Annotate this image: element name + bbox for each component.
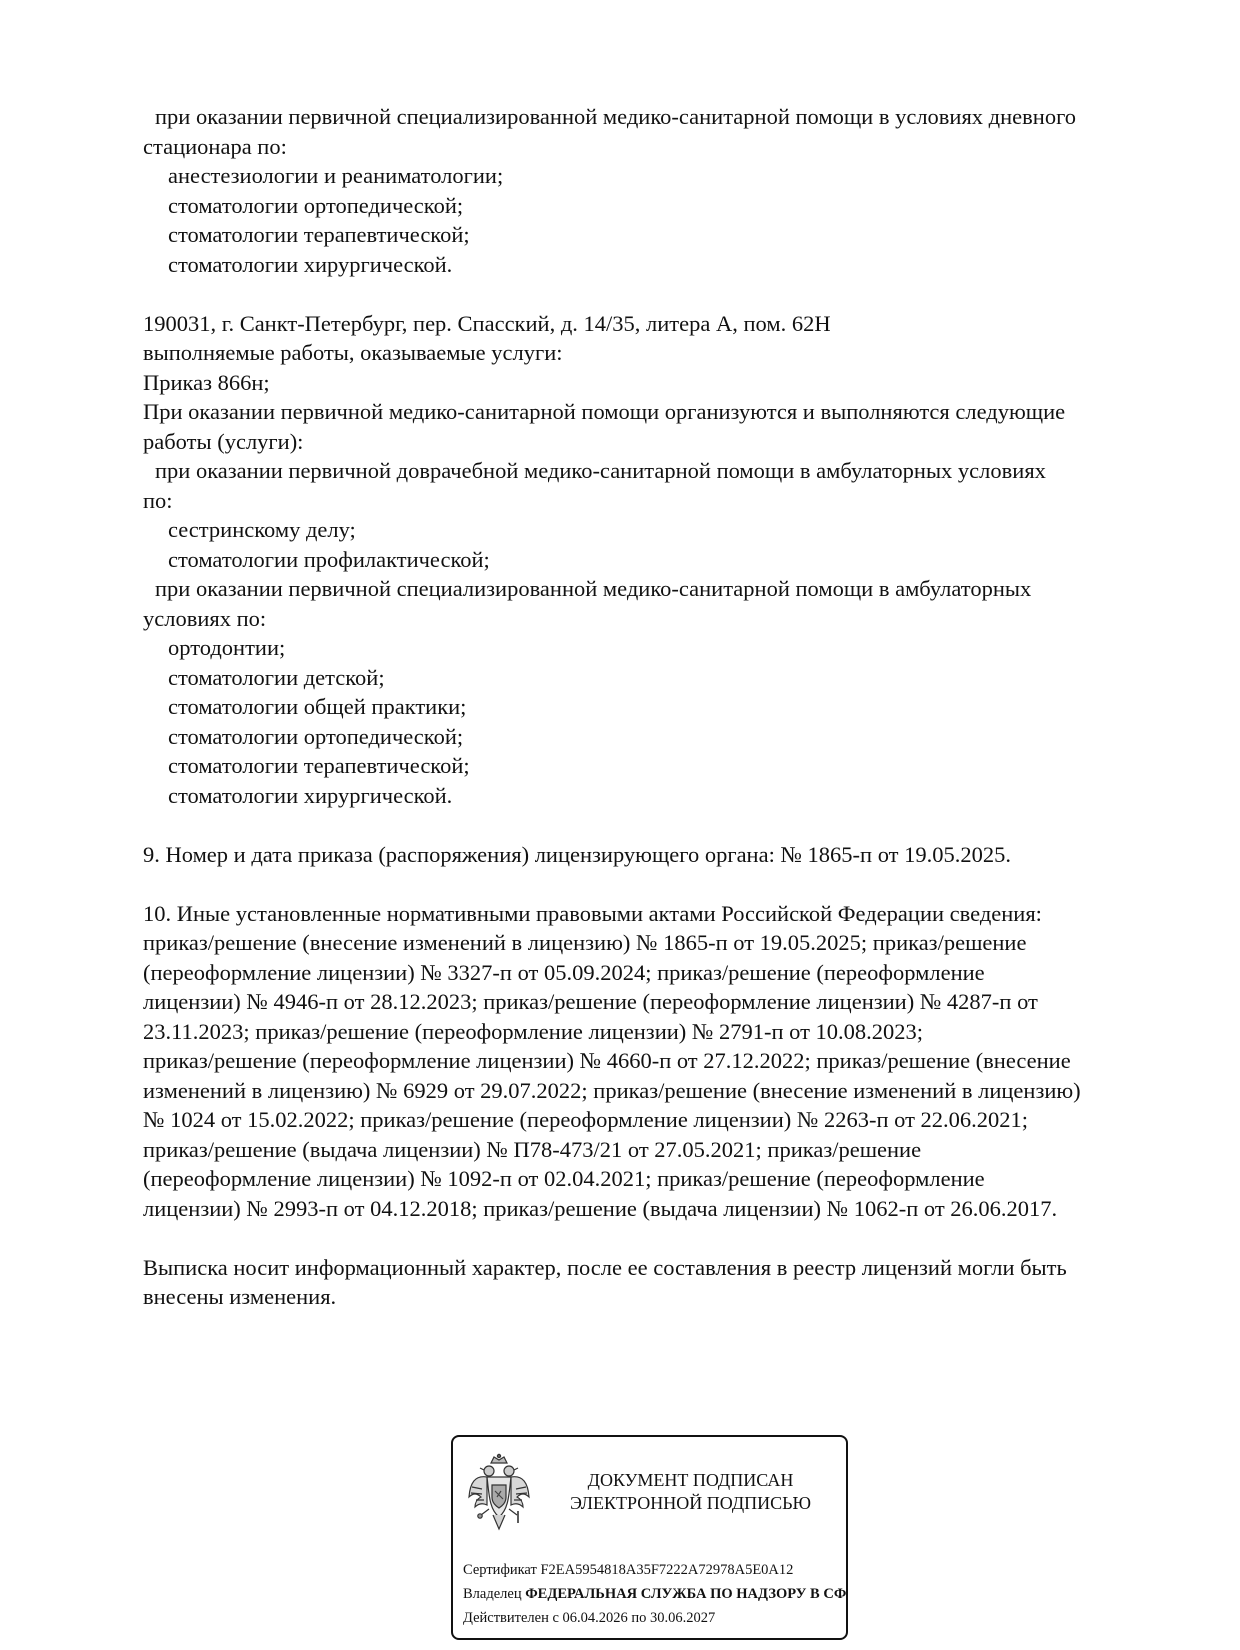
text-line: анестезиологии и реаниматологии; <box>168 163 504 188</box>
text-line: условиях по: <box>143 605 267 631</box>
text-line: внесены изменения. <box>143 1284 337 1309</box>
text-line: При оказании первичной медико-санитарной помощи организуются и выполняются следующие <box>143 399 1066 424</box>
text-line: стоматологии ортопедической; <box>168 723 464 749</box>
text-line: при оказании первичной специализированной медико-санитарной помощи в амбулаторных <box>155 576 1032 601</box>
text-line: приказ/решение (переоформление лицензии) № 4660-п от 27.12.2022; приказ/решение (внесение <box>143 1048 1071 1073</box>
text-line: 23.11.2023; приказ/решение (переоформление лицензии) № 2791-п от 10.08.2023; <box>143 1018 924 1044</box>
text-line: № 1024 от 15.02.2022; приказ/решение (переоформление лицензии) № 2263-п от 22.06.2021; <box>143 1107 1029 1132</box>
text-line: 10. Иные установленные нормативными правовыми актами Российской Федерации сведения: <box>143 900 1042 926</box>
text-line: стоматологии ортопедической; <box>168 192 464 218</box>
text-line: Выписка носит информационный характер, после ее составления в реестр лицензий могли быть <box>143 1254 1067 1280</box>
certificate-row <box>463 1561 793 1579</box>
text-line: при оказании первичной специализированной медико-санитарной помощи в условиях дневного <box>155 104 1076 129</box>
stamp-title <box>548 1469 833 1515</box>
certificate-value: F2EA5954818A35F7222A72978A5E0A12 <box>540 1562 794 1578</box>
text-line: стоматологии терапевтической; <box>168 753 470 778</box>
text-line: 190031, г. Санкт-Петербург, пер. Спасский, д. 14/35, литера А, пом. 62Н <box>143 310 831 336</box>
text-line: ортодонтии; <box>168 635 286 660</box>
paragraph-gap <box>143 279 1143 309</box>
text-line: Приказ 866н; <box>143 369 270 395</box>
text-line: сестринскому делу; <box>168 517 356 542</box>
stamp-title-line-2: ЭЛЕКТРОННОЙ ПОДПИСЬЮ <box>570 1493 811 1513</box>
text-line: (переоформление лицензии) № 1092-п от 02.04.2021; приказ/решение (переоформление <box>143 1166 985 1191</box>
text-line: стоматологии общей практики; <box>168 694 467 719</box>
stamp-title-line-1: ДОКУМЕНТ ПОДПИСАН <box>587 1470 794 1490</box>
certificate-label: Сертификат <box>463 1562 537 1578</box>
text-line: (переоформление лицензии) № 3327-п от 05.09.2024; приказ/решение (переоформление <box>143 959 985 985</box>
text-line: стоматологии терапевтической; <box>168 222 470 247</box>
text-line: лицензии) № 4946-п от 28.12.2023; приказ/решение (переоформление лицензии) № 4287-п от <box>143 989 1038 1014</box>
owner-value: ФЕДЕРАЛЬНАЯ СЛУЖБА ПО НАДЗОРУ В СФ <box>525 1586 847 1602</box>
text-line: изменений в лицензию) № 6929 от 29.07.2022; приказ/решение (внесение изменений в лицензию) <box>143 1077 1081 1103</box>
text-line: лицензии) № 2993-п от 04.12.2018; приказ/решение (выдача лицензии) № 1062-п от 26.06.2017. <box>143 1195 1058 1221</box>
text-line: приказ/решение (внесение изменений в лицензию) № 1865-п от 19.05.2025; приказ/решение <box>143 930 1027 955</box>
text-line: стоматологии детской; <box>168 664 385 690</box>
electronic-signature-stamp <box>451 1435 848 1640</box>
text-line: стоматологии хирургической. <box>168 251 453 277</box>
owner-row <box>463 1585 846 1603</box>
paragraph-gap <box>143 869 1143 899</box>
text-line: по: <box>143 487 173 513</box>
text-line: приказ/решение (выдача лицензии) № П78-473/21 от 27.05.2021; приказ/решение <box>143 1136 922 1162</box>
coat-of-arms-icon <box>467 1453 531 1535</box>
document-body <box>143 102 1143 1312</box>
text-line: стоматологии хирургической. <box>168 782 453 808</box>
text-line: стоматологии профилактической; <box>168 546 490 572</box>
text-line: выполняемые работы, оказываемые услуги: <box>143 340 563 365</box>
text-line: работы (услуги): <box>143 428 304 454</box>
text-line: стационара по: <box>143 133 287 159</box>
text-line: 9. Номер и дата приказа (распоряжения) лицензирующего органа: № 1865-п от 19.05.2025. <box>143 841 1011 867</box>
validity-row: Действителен с 06.04.2026 по 30.06.2027 <box>463 1610 716 1626</box>
text-line: при оказании первичной доврачебной медико-санитарной помощи в амбулаторных условиях <box>155 458 1046 483</box>
paragraph-gap <box>143 810 1143 840</box>
paragraph-gap <box>143 1223 1143 1253</box>
owner-label: Владелец <box>463 1586 522 1602</box>
